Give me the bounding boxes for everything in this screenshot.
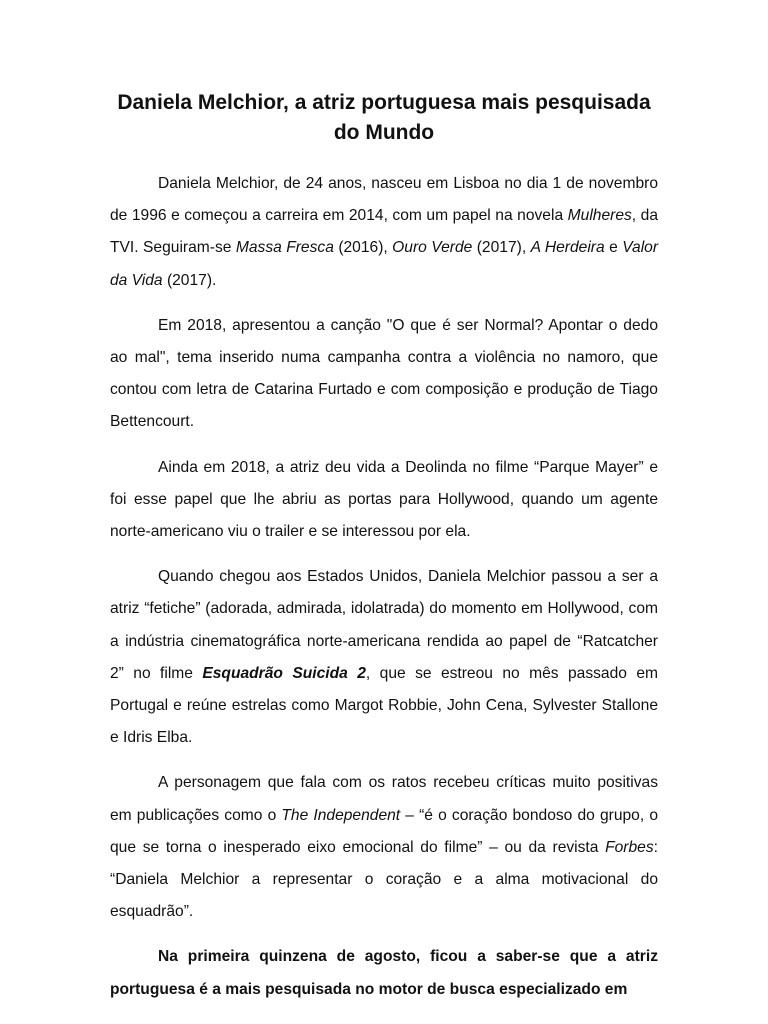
p5-text-1: A personagem que fala com os ratos recebeu críticas muito positivas em publicações como o xyxy=(110,774,658,824)
paragraph-1 xyxy=(110,168,658,297)
p5-text-2: – “é o coração bondoso do grupo, o que se torna o inesperado eixo emocional do filme” – ou da revista xyxy=(110,806,658,856)
document-page xyxy=(110,88,658,1019)
p1-text-1: Daniela Melchior, de 24 anos, nasceu em Lisboa no dia 1 de novembro de 1996 e começou a carreira em 2014, com um papel na novela xyxy=(110,175,658,225)
paragraph-2: Em 2018, apresentou a canção "O que é ser Normal? Apontar o dedo ao mal", tema inserido numa campanha contra a violência no namoro, que contou com letra de Catarina Furtado e com composição e produção de Tiago Bettencourt. xyxy=(110,316,658,431)
p1-text-3: (2016), xyxy=(333,239,393,257)
p5-italic-2: Forbes xyxy=(605,838,654,856)
paragraph-5 xyxy=(110,767,658,928)
p4-bold-italic-1: Esquadrão Suicida 2 xyxy=(202,664,366,682)
p1-italic-4: A Herdeira xyxy=(530,239,605,257)
p4-text-2: , que se estreou no mês passado em Portugal e reúne estrelas como Margot Robbie, John Cena, Sylvester Stallone e Idris Elba. xyxy=(110,664,658,747)
p1-italic-2: Massa Fresca xyxy=(235,239,334,257)
p5-text-3: : “Daniela Melchior a representar o coração e a alma motivacional do esquadrão”. xyxy=(110,838,658,921)
paragraph-6: Na primeira quinzena de agosto, ficou a saber-se que a atriz portuguesa é a mais pesquisada no motor de busca especializado em xyxy=(110,948,658,998)
p5-italic-1: The Independent xyxy=(281,806,401,824)
p1-italic-1: Mulheres xyxy=(567,207,632,225)
p1-text-2: , da TVI. Seguiram-se xyxy=(110,207,659,257)
p1-italic-3: Ouro Verde xyxy=(392,239,473,257)
p1-text-4: (2017), xyxy=(472,239,531,257)
document-title: Daniela Melchior, a atriz portuguesa mais pesquisada do Mundo xyxy=(117,91,651,144)
p1-text-5: e xyxy=(604,239,623,257)
p4-text-1: Quando chegou aos Estados Unidos, Daniela Melchior passou a ser a atriz “fetiche” (adorada, admirada, idolatrada) do momento em Hollywood, com a indústria cinematográfica norte-americana rendida ao papel de “Ratcatcher 2” no filme xyxy=(110,568,658,682)
p1-italic-5: Valor da Vida xyxy=(110,239,659,289)
p1-text-6: (2017). xyxy=(162,271,217,289)
paragraph-3: Ainda em 2018, a atriz deu vida a Deolinda no filme “Parque Mayer” e foi esse papel que lhe abriu as portas para Hollywood, quando um agente norte-americano viu o trailer e se interessou por ela. xyxy=(110,458,658,541)
paragraph-4 xyxy=(110,561,658,754)
